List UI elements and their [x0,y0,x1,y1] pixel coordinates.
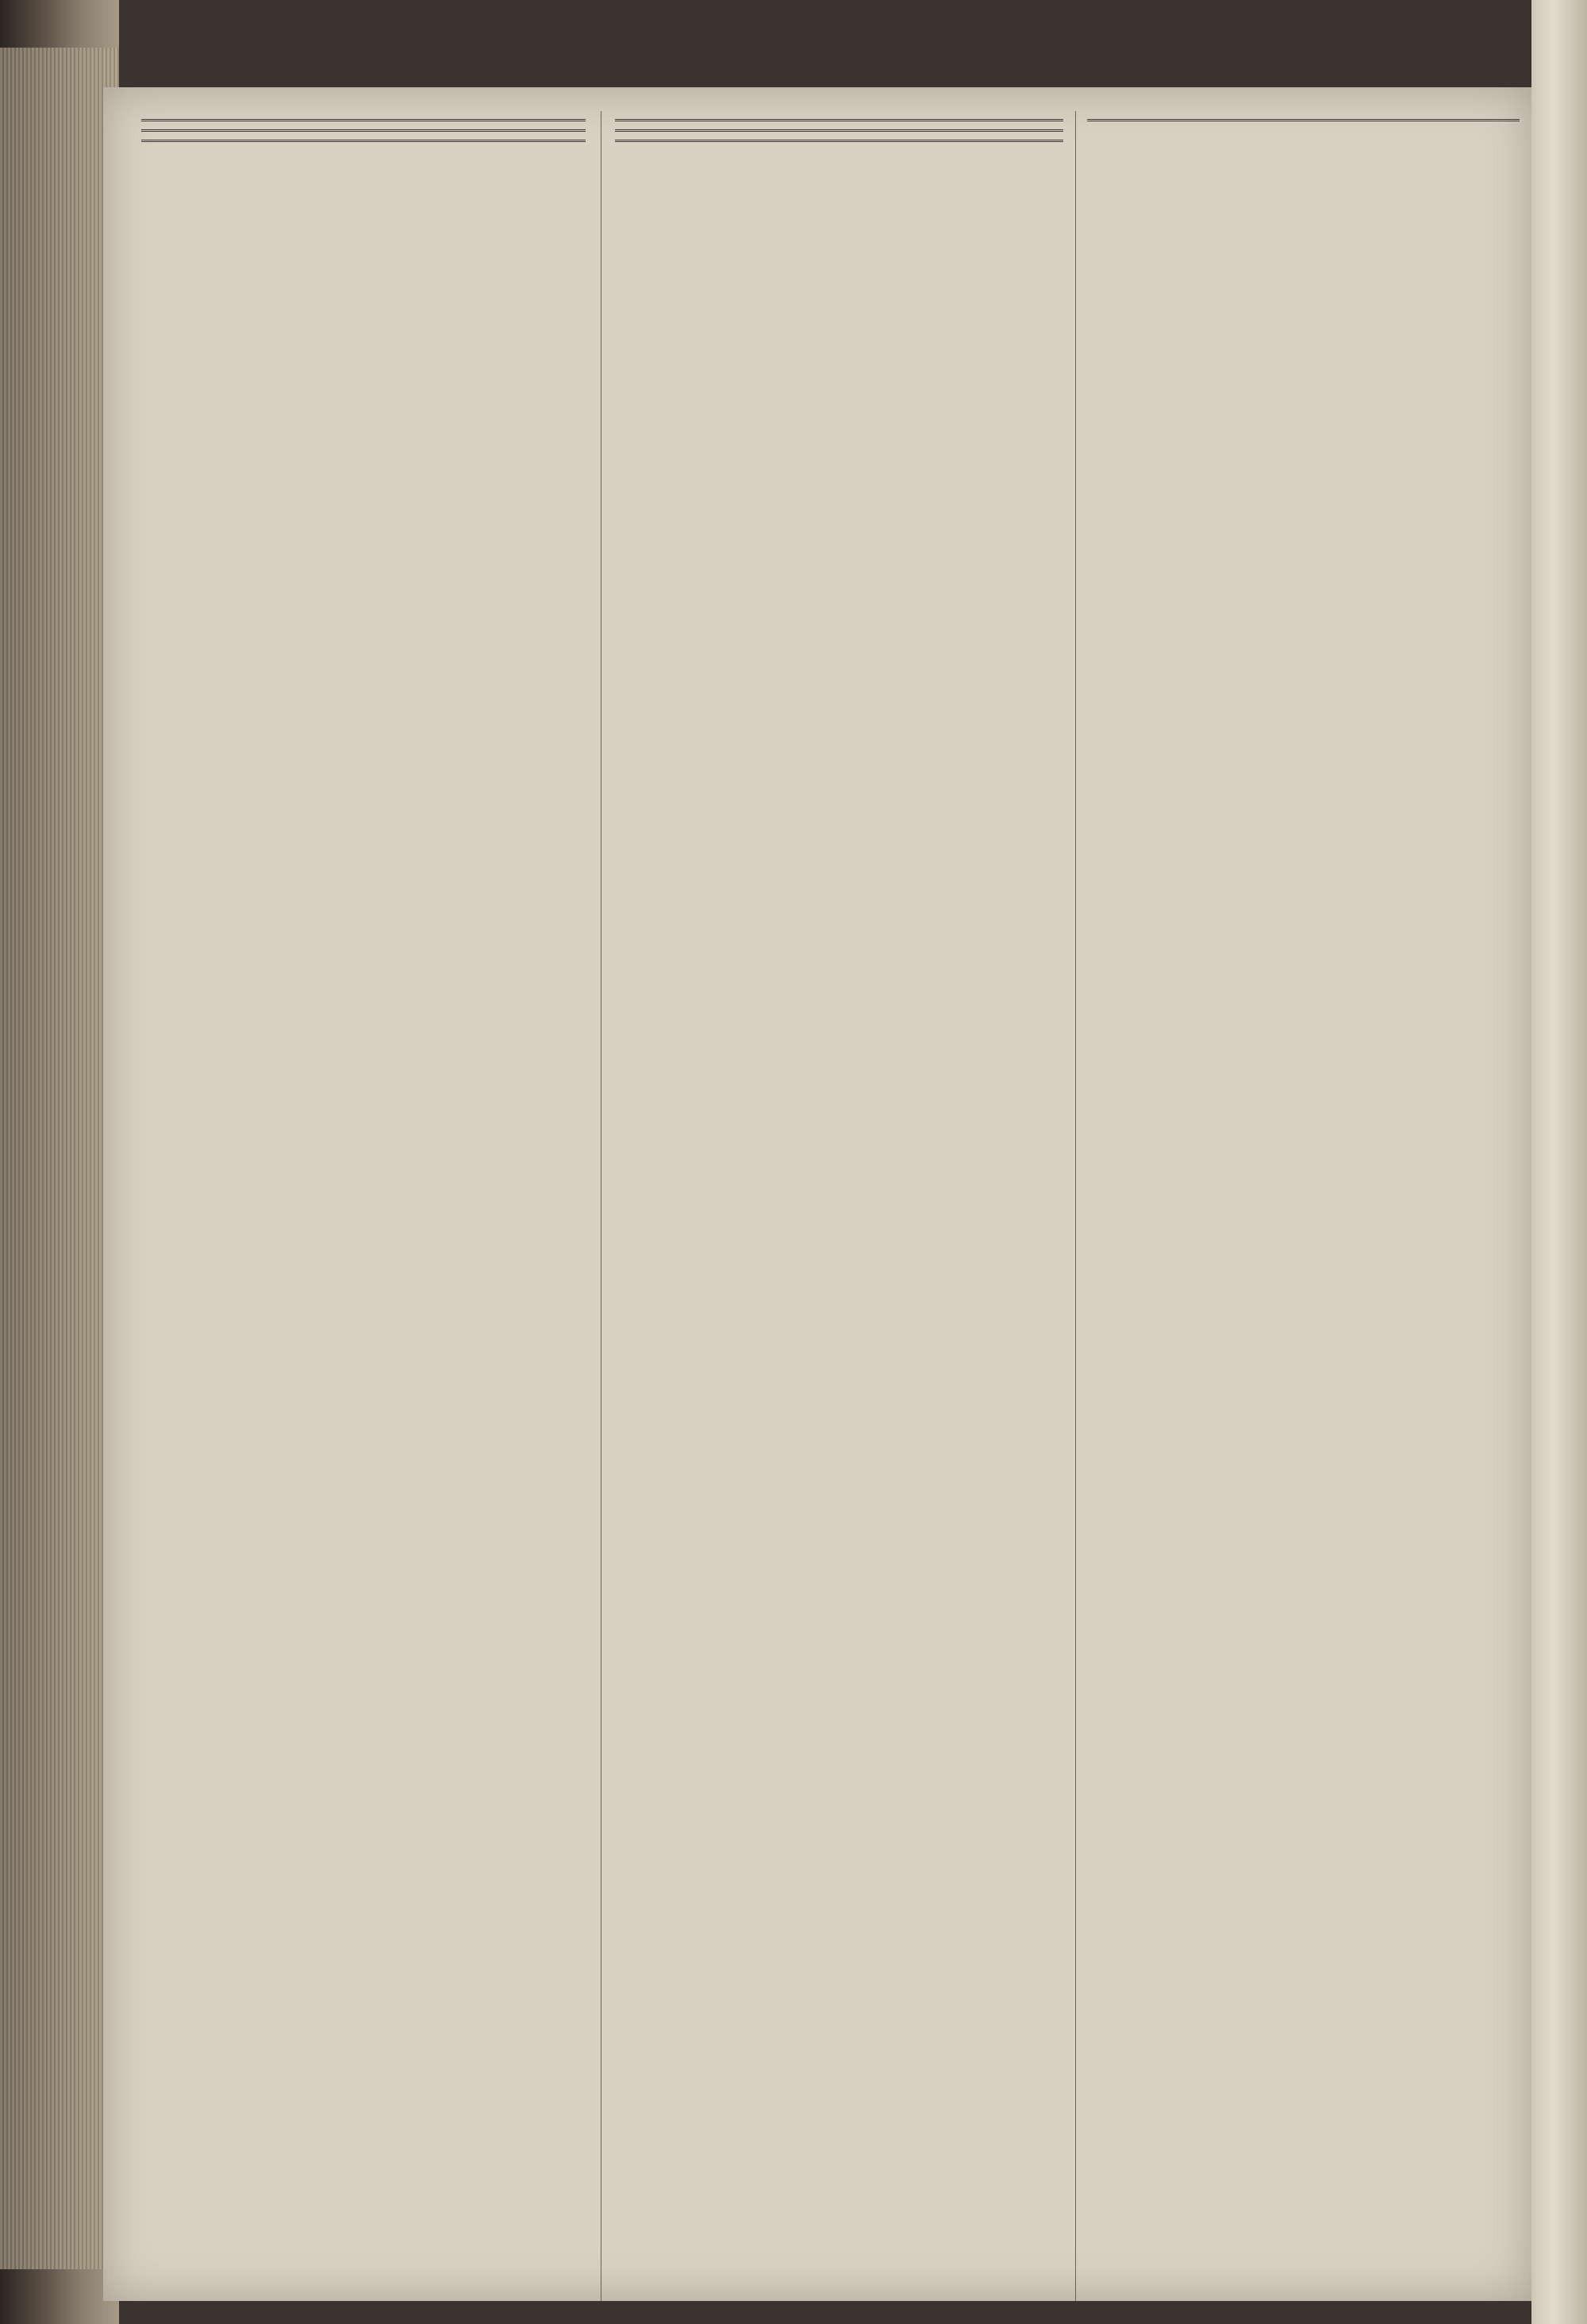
facing-page-edge [1531,0,1587,2324]
divider [615,119,1063,121]
column-1 [141,111,586,150]
divider [1087,119,1520,121]
column-2 [615,111,1063,150]
divider [141,140,586,142]
newspaper-page [103,87,1531,2301]
divider [141,119,586,121]
column-3 [1087,111,1520,129]
divider [141,129,586,132]
divider [615,129,1063,132]
column-rule [1075,111,1076,2301]
divider [615,140,1063,142]
page-edges [0,48,119,2269]
